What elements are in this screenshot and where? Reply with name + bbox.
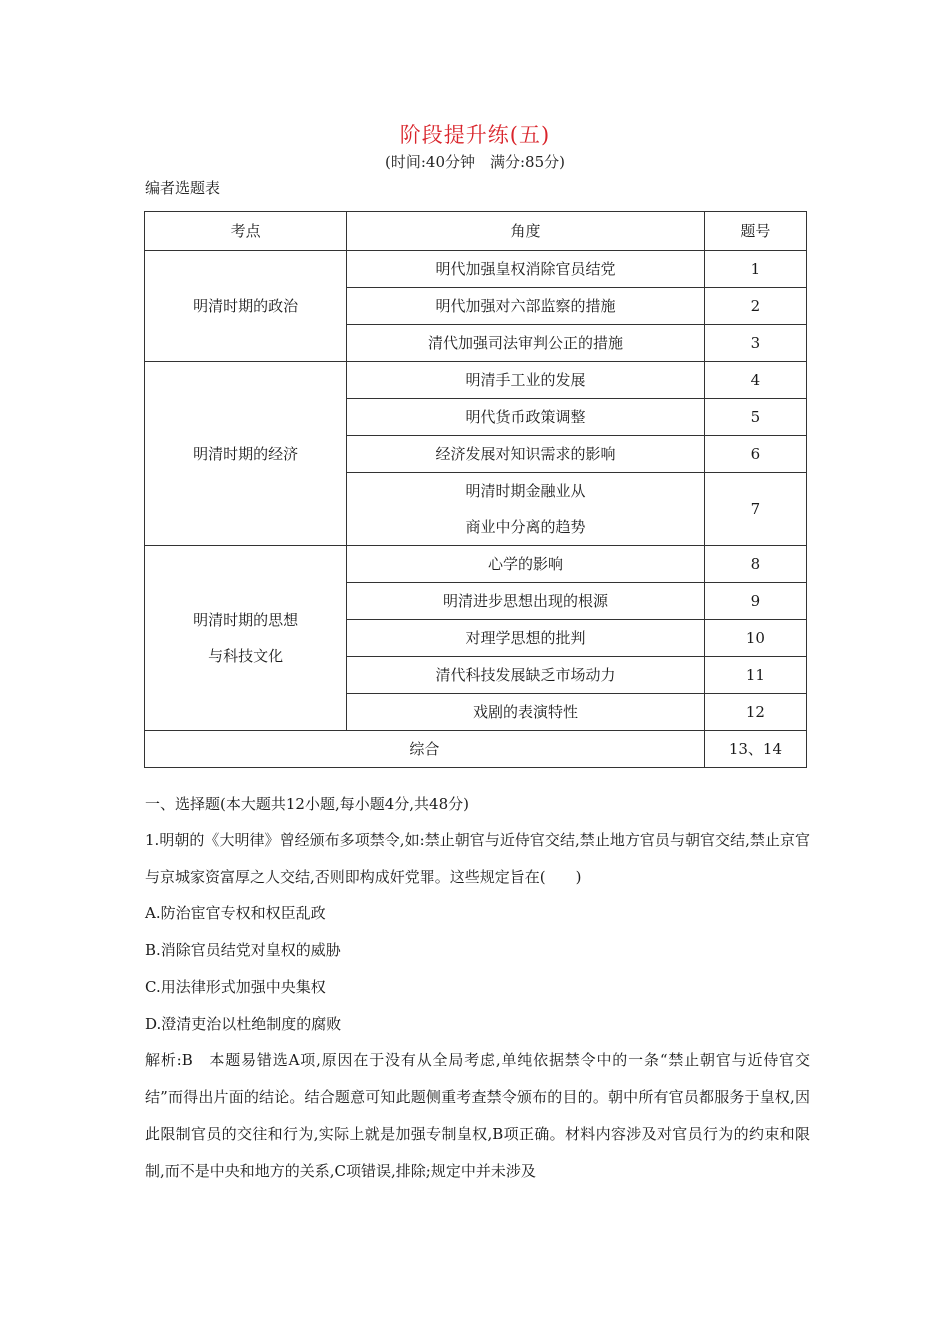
question-stem: 1.明朝的《大明律》曾经颁布多项禁令,如:禁止朝官与近侍官交结,禁止地方官员与朝官交结,禁止京官与京城家资富厚之人交结,否则即构成奸党罪。这些规定旨在( ): [145, 831, 810, 886]
number-cell: 3: [704, 325, 806, 362]
table-summary-row: [145, 731, 807, 768]
number-cell: 2: [704, 288, 806, 325]
topic-cell: 明清时期的经济: [145, 362, 347, 546]
header-topic: 考点: [145, 212, 347, 251]
number-cell: 12: [704, 694, 806, 731]
angle-cell: 心学的影响: [347, 546, 705, 583]
table-row: [145, 546, 807, 583]
table-header-row: [145, 212, 807, 251]
number-cell: 9: [704, 583, 806, 620]
number-cell: 4: [704, 362, 806, 399]
angle-cell: 对理学思想的批判: [347, 620, 705, 657]
angle-cell: 明清手工业的发展: [347, 362, 705, 399]
angle-cell: 清代科技发展缺乏市场动力: [347, 657, 705, 694]
page-subtitle: (时间:40分钟 满分:85分): [385, 153, 565, 171]
number-cell: 10: [704, 620, 806, 657]
question-selection-table: [144, 211, 807, 768]
option-a: A.防治宦官专权和权臣乱政: [145, 904, 326, 922]
number-cell: 11: [704, 657, 806, 694]
angle-cell: 经济发展对知识需求的影响: [347, 436, 705, 473]
option-b: B.消除官员结党对皇权的威胁: [145, 941, 341, 959]
table-caption: 编者选题表: [145, 179, 221, 197]
number-cell: 1: [704, 251, 806, 288]
table-row: [145, 251, 807, 288]
answer-analysis: 解析:B 本题易错选A项,原因在于没有从全局考虑,单纯依据禁令中的一条“禁止朝官与近侍官交结”而得出片面的结论。结合题意可知此题侧重考查禁令颁布的目的。朝中所有官员都服务于皇权,因此限制官员的交往和行为,实际上就是加强专制皇权,B项正确。材料内容涉及对官员行为的约束和限制,而不是中央和地方的关系,C项错误,排除;规定中并未涉及: [145, 1051, 810, 1180]
summary-label: 综合: [145, 731, 705, 768]
number-cell: 6: [704, 436, 806, 473]
option-c: C.用法律形式加强中央集权: [145, 978, 326, 996]
angle-cell: 清代加强司法审判公正的措施: [347, 325, 705, 362]
topic-cell: 明清时期的政治: [145, 251, 347, 362]
angle-cell: 戏剧的表演特性: [347, 694, 705, 731]
angle-cell: 明代加强对六部监察的措施: [347, 288, 705, 325]
page-title: 阶段提升练(五): [399, 123, 551, 147]
number-cell: 8: [704, 546, 806, 583]
summary-number: 13、14: [704, 731, 806, 768]
number-cell: 7: [704, 473, 806, 546]
angle-cell: 明清时期金融业从 商业中分离的趋势: [347, 473, 705, 546]
angle-cell: 明清进步思想出现的根源: [347, 583, 705, 620]
table-row: [145, 362, 807, 399]
section-heading: 一、选择题(本大题共12小题,每小题4分,共48分): [145, 795, 469, 813]
topic-cell: 明清时期的思想 与科技文化: [145, 546, 347, 731]
number-cell: 5: [704, 399, 806, 436]
angle-cell: 明代加强皇权消除官员结党: [347, 251, 705, 288]
header-angle: 角度: [347, 212, 705, 251]
angle-cell: 明代货币政策调整: [347, 399, 705, 436]
header-number: 题号: [704, 212, 806, 251]
option-d: D.澄清吏治以杜绝制度的腐败: [145, 1015, 342, 1033]
